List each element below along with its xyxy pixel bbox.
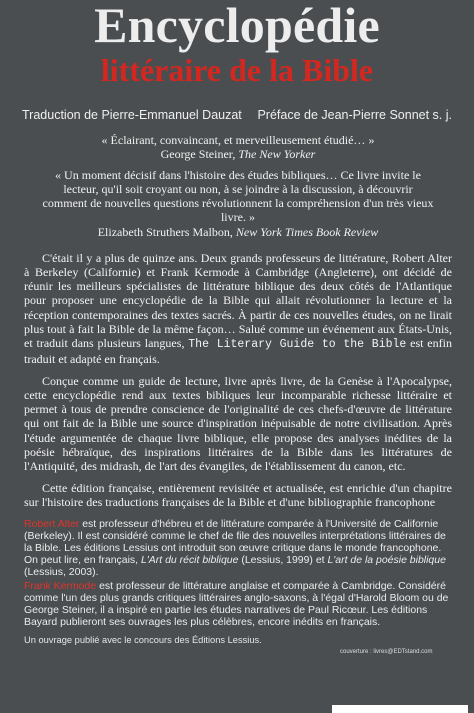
quote-source: The New Yorker [238, 147, 316, 162]
preface-credit: Préface de Jean-Pierre Sonnet s. j. [257, 108, 452, 122]
quote-attribution [40, 147, 436, 161]
quote-steiner [40, 133, 436, 161]
quote-text: « Un moment décisif dans l'histoire des études bibliques… Ce livre invite le lecteur, qu'il soit croyant ou non, à se joindre à la discussion, à découvrir comment de nouvelles questions révolutionnent la compréhension d'un très vieux livre. » [42, 168, 434, 225]
translator-credit: Traduction de Pierre-Emmanuel Dauzat [22, 108, 242, 122]
description-paragraph-2: Conçue comme un guide de lecture, livre après livre, de la Genèse à l'Apocalypse, cette encyclopédie rend aux textes bibliques leur incomparable richesse littéraire et permet à tous de prendre conscience de l'originalité de ces chefs-d'œuvre de littérature qui ont fait de la Bible une source d'inspiration inépuisable de notre civilisation. Après l'étude argumentée de chaque livre biblique, elle propose des analyses inédites de la poésie hébraïque, des inspirations littéraires de la Bible dans les littératures de l'Antiquité, des midrash, de l'art des évangiles, de l'établissement du canon, etc. [24, 374, 452, 473]
author-name: Robert Alter [24, 519, 80, 530]
book-reference: L'art de la poésie biblique [327, 555, 446, 567]
description-paragraph-3: Cette édition française, entièrement revisitée et actualisée, est enrichie d'un chapitre sur l'histoire des traductions françaises de la Bible et d'une bibliographie francophone [24, 481, 452, 510]
book-reference: L'Art du récit biblique [140, 555, 239, 567]
bio-text: est professeur de littérature anglaise et comparée à Cambridge. Considéré comme l'un des plus grands critiques littéraires anglo-saxons, à l'égal d'Harold Bloom ou de George Steiner, il a inspiré en partie les études narratives de Paul Ricœur. Les éditions Bayard publieront ses ouvrages les plus célèbres, encore inédits en français. [24, 581, 449, 629]
barcode-area [332, 705, 468, 713]
paragraph-text: C'était il y a plus de quinze ans. Deux grands professeurs de littérature, Robert Alter à Berkeley (Californie) et Frank Kermode à Cambridge (Angleterre), ont décidé de réunir les meilleurs spécialistes de littérature biblique des deux côtés de l'Atlantique pour proposer une encyclopédie de la Bible qui allait révolutionner la lecture et la réception contemporaines des textes sacrés. À partir de ces nouvelles études, on ne lirait plus tout à fait la Bible de la même façon… Salué comme un événement aux États-Unis, et traduit dans plusieurs langues, [24, 251, 452, 350]
quote-source: New York Times Book Review [235, 224, 379, 239]
quote-author: George Steiner, [160, 147, 236, 162]
bio-text: (Lessius, 1999) et [241, 555, 325, 567]
quote-text: « Éclairant, convaincant, et merveilleusement étudié… » [101, 133, 375, 147]
bio-text: est professeur d'hébreu et de littérature comparée à l'Université de Californie (Berkeley). Il est considéré comme le chef de file des nouvelles interprétations littéraires de la Bible. Les éditions Lessius ont introduit son œuvre critique dans le monde francophone. On peut lire, en français, [24, 519, 446, 567]
bio-robert-alter [24, 519, 454, 579]
bio-frank-kermode [24, 581, 454, 629]
author-name: Frank Kermode [24, 581, 97, 592]
paragraph-text-end: est enfin traduit et adapté en français. [24, 335, 452, 367]
quote-attribution [40, 225, 436, 239]
book-reference: The Literary Guide to the Bible [188, 337, 407, 351]
cover-credit: couverture : livres@EDTstand.com [340, 649, 433, 655]
book-title: Encyclopédie [94, 0, 380, 53]
quote-author: Elizabeth Struthers Malbon, [97, 224, 233, 239]
book-subtitle: littéraire de la Bible [100, 52, 374, 88]
quote-malbon [40, 168, 436, 239]
bio-text: (Lessius, 2003). [24, 567, 99, 579]
description-paragraph-1 [24, 251, 452, 366]
publisher-note: Un ouvrage publié avec le concours des Éditions Lessius. [24, 635, 262, 645]
